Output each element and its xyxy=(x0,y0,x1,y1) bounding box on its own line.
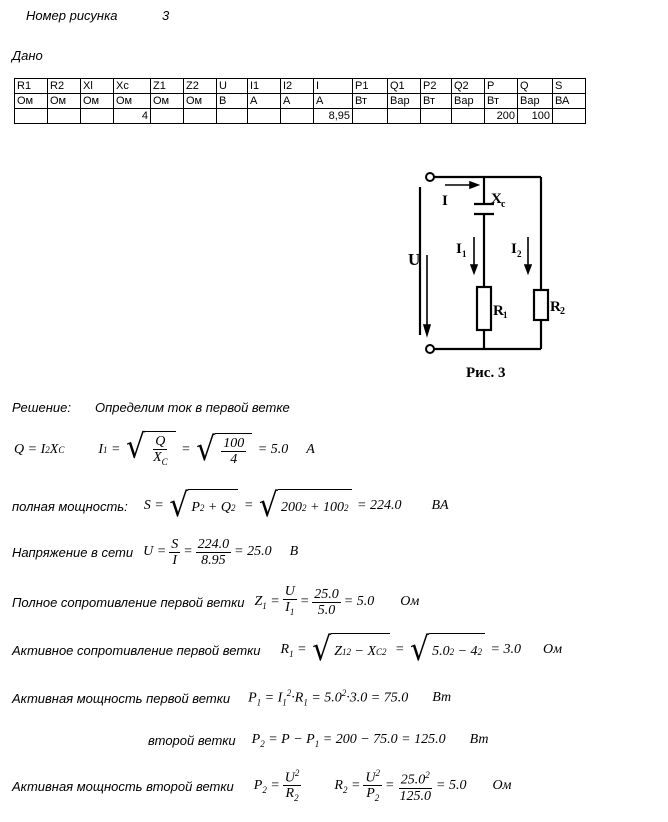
table-unit-cell: В xyxy=(217,94,248,109)
equation-4: Полное сопротивление первой ветки $Z_1$ = $\frac{U}{I_1}$ = $\frac{25.0}{5.0}$ = 5.0 Ом xyxy=(12,584,420,618)
table-header-cell: Q2 xyxy=(452,79,485,94)
table-header-cell: Q xyxy=(518,79,553,94)
solution-heading: Решение: xyxy=(12,400,72,415)
table-value-cell: 200 xyxy=(485,109,518,124)
equation-3: Напряжение в сети U = $\frac{S}{I}$ = $\frac{224.0}{8.95}$ = 25.0 B xyxy=(12,536,299,568)
table-unit-cell: А xyxy=(248,94,281,109)
solution-heading-row xyxy=(12,400,290,415)
figure-caption: Рис. 3 xyxy=(466,365,506,381)
circuit-label-r2-sub: 2 xyxy=(560,306,565,317)
equation-1: Q = I 2 X C I 1 = √ $\frac{Q}{X_C}$ = √ $\frac{100}{4}$ = 5.0 A xyxy=(14,427,315,469)
table-value-cell xyxy=(151,109,184,124)
table-value-cell: 100 xyxy=(518,109,553,124)
equation-5: Активное сопротивление первой ветки $R_1$ = √ Z 1 2 − X C 2 = √ 5.0 2 − 4 2 = 3.0 Ом xyxy=(12,630,563,669)
table-header-cell: S xyxy=(553,79,586,94)
table-unit-cell: Ом xyxy=(114,94,151,109)
given-data-table xyxy=(14,78,586,124)
table-value-cell: 8,95 xyxy=(314,109,353,124)
table-unit-cell: Вар xyxy=(518,94,553,109)
table-unit-cell: Вт xyxy=(353,94,388,109)
table-header-cell: Q1 xyxy=(388,79,421,94)
table-value-cell xyxy=(15,109,48,124)
table-unit-cell: Вар xyxy=(388,94,421,109)
table-unit-cell: Ом xyxy=(151,94,184,109)
table-value-cell xyxy=(553,109,586,124)
table-unit-cell: А xyxy=(314,94,353,109)
table-header-cell: Z1 xyxy=(151,79,184,94)
table-value-cell: 4 xyxy=(114,109,151,124)
table-value-cell xyxy=(452,109,485,124)
table-unit-cell: Ом xyxy=(81,94,114,109)
table-unit-cell: Ом xyxy=(15,94,48,109)
table-header-cell: R1 xyxy=(15,79,48,94)
table-value-cell xyxy=(421,109,452,124)
table-header-cell: I1 xyxy=(248,79,281,94)
table-value-cell xyxy=(184,109,217,124)
circuit-label-current: I xyxy=(442,193,448,209)
table-header-cell: Xc xyxy=(114,79,151,94)
circuit-diagram xyxy=(400,165,580,385)
table-unit-cell: А xyxy=(281,94,314,109)
table-unit-cell: Ом xyxy=(48,94,81,109)
circuit-label-i2: I xyxy=(511,241,517,257)
equation-8: Активная мощность второй ветки $P_2$ = $\frac{U^2}{R_2}$ $R_2$ = $\frac{U^2}{P_2}$ = $\frac{25.0^2}{125.0}$ = 5.0 Ом xyxy=(12,767,512,804)
table-header-cell: Xl xyxy=(81,79,114,94)
table-header-cell: P xyxy=(485,79,518,94)
circuit-label-r2: R xyxy=(550,299,561,315)
circuit-label-r1: R xyxy=(493,303,504,319)
table-unit-cell: Вт xyxy=(485,94,518,109)
equation-2: полная мощность: S = √ P 2 + Q 2 = √ 200 2 + 100 2 = 224.0 BA xyxy=(12,486,449,525)
table-units-row xyxy=(15,94,586,109)
figure-number-value: 3 xyxy=(162,8,170,23)
circuit-label-voltage: U xyxy=(408,250,421,269)
circuit-label-xc: X xyxy=(491,191,502,207)
given-label: Дано xyxy=(12,48,43,63)
circuit-label-xc-sub: c xyxy=(501,199,506,210)
table-header-cell: P1 xyxy=(353,79,388,94)
table-header-cell: Z2 xyxy=(184,79,217,94)
table-header-row xyxy=(15,79,586,94)
table-unit-cell: ВА xyxy=(553,94,586,109)
table-header-cell: I xyxy=(314,79,353,94)
circuit-label-i2-sub: 2 xyxy=(517,249,522,259)
figure-number-label: Номер рисунка xyxy=(26,8,118,23)
step1-text: Определим ток в первой ветке xyxy=(95,400,290,415)
equation-7: второй ветки $P_2 = P - P_1 = 200 - 75.0 = 125.0$ Вт xyxy=(148,731,489,749)
equation-6: Активная мощность первой ветки $P_1 = I_1^2\cdot R_1 = 5.0^2\cdot 3.0 = 75.0$ Вт xyxy=(12,688,452,708)
table-unit-cell: Ом xyxy=(184,94,217,109)
table-header-cell: U xyxy=(217,79,248,94)
table-value-cell xyxy=(388,109,421,124)
table-unit-cell: Вар xyxy=(452,94,485,109)
table-unit-cell: Вт xyxy=(421,94,452,109)
circuit-label-i1-sub: 1 xyxy=(462,249,467,259)
table-value-cell xyxy=(353,109,388,124)
table-header-cell: I2 xyxy=(281,79,314,94)
table-value-cell xyxy=(81,109,114,124)
table-values-row xyxy=(15,109,586,124)
table-value-cell xyxy=(248,109,281,124)
table-header-cell: R2 xyxy=(48,79,81,94)
circuit-label-i1: I xyxy=(456,241,462,257)
table-value-cell xyxy=(281,109,314,124)
table-header-cell: P2 xyxy=(421,79,452,94)
circuit-label-r1-sub: 1 xyxy=(503,310,508,320)
table-value-cell xyxy=(48,109,81,124)
table-value-cell xyxy=(217,109,248,124)
